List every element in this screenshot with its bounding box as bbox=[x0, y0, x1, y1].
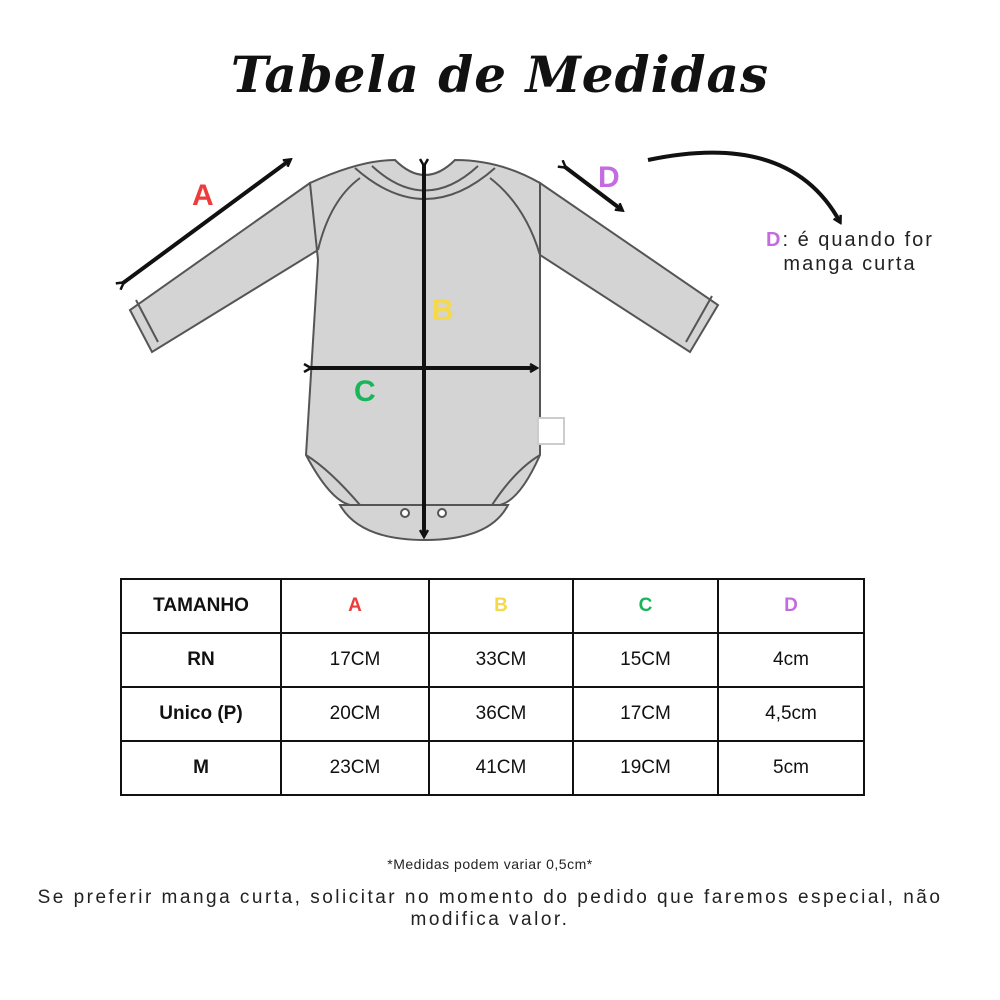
header-c: C bbox=[573, 579, 718, 633]
cell-c: 19CM bbox=[573, 741, 718, 795]
cell-d: 4cm bbox=[718, 633, 864, 687]
cell-c: 15CM bbox=[573, 633, 718, 687]
page-title: Tabela de Medidas bbox=[230, 45, 770, 104]
header-a: A bbox=[281, 579, 429, 633]
disclaimer: *Medidas podem variar 0,5cm* bbox=[387, 856, 593, 872]
arrow-note bbox=[648, 153, 840, 222]
footer-note: Se preferir manga curta, solicitar no momento do pedido que faremos especial, não modifica valor. bbox=[37, 887, 943, 930]
cell-size: M bbox=[121, 741, 281, 795]
cell-b: 33CM bbox=[429, 633, 573, 687]
cell-a: 20CM bbox=[281, 687, 429, 741]
table-header-row bbox=[121, 579, 864, 633]
label-a: A bbox=[192, 179, 214, 212]
cell-d: 4,5cm bbox=[718, 687, 864, 741]
cell-a: 17CM bbox=[281, 633, 429, 687]
label-b: B bbox=[432, 294, 454, 327]
header-b: B bbox=[429, 579, 573, 633]
table-row bbox=[121, 741, 864, 795]
cell-a: 23CM bbox=[281, 741, 429, 795]
cell-d: 5cm bbox=[718, 741, 864, 795]
note-letter: D bbox=[766, 229, 783, 251]
cell-size: Unico (P) bbox=[121, 687, 281, 741]
cell-size: RN bbox=[121, 633, 281, 687]
size-table bbox=[120, 578, 865, 796]
cell-c: 17CM bbox=[573, 687, 718, 741]
short-sleeve-note bbox=[735, 228, 965, 276]
cell-b: 41CM bbox=[429, 741, 573, 795]
table-row bbox=[121, 633, 864, 687]
note-text: : é quando for manga curta bbox=[782, 229, 934, 275]
header-d: D bbox=[718, 579, 864, 633]
label-c: C bbox=[354, 375, 376, 408]
cell-b: 36CM bbox=[429, 687, 573, 741]
header-size: TAMANHO bbox=[121, 579, 281, 633]
label-d: D bbox=[598, 161, 620, 194]
table-row bbox=[121, 687, 864, 741]
